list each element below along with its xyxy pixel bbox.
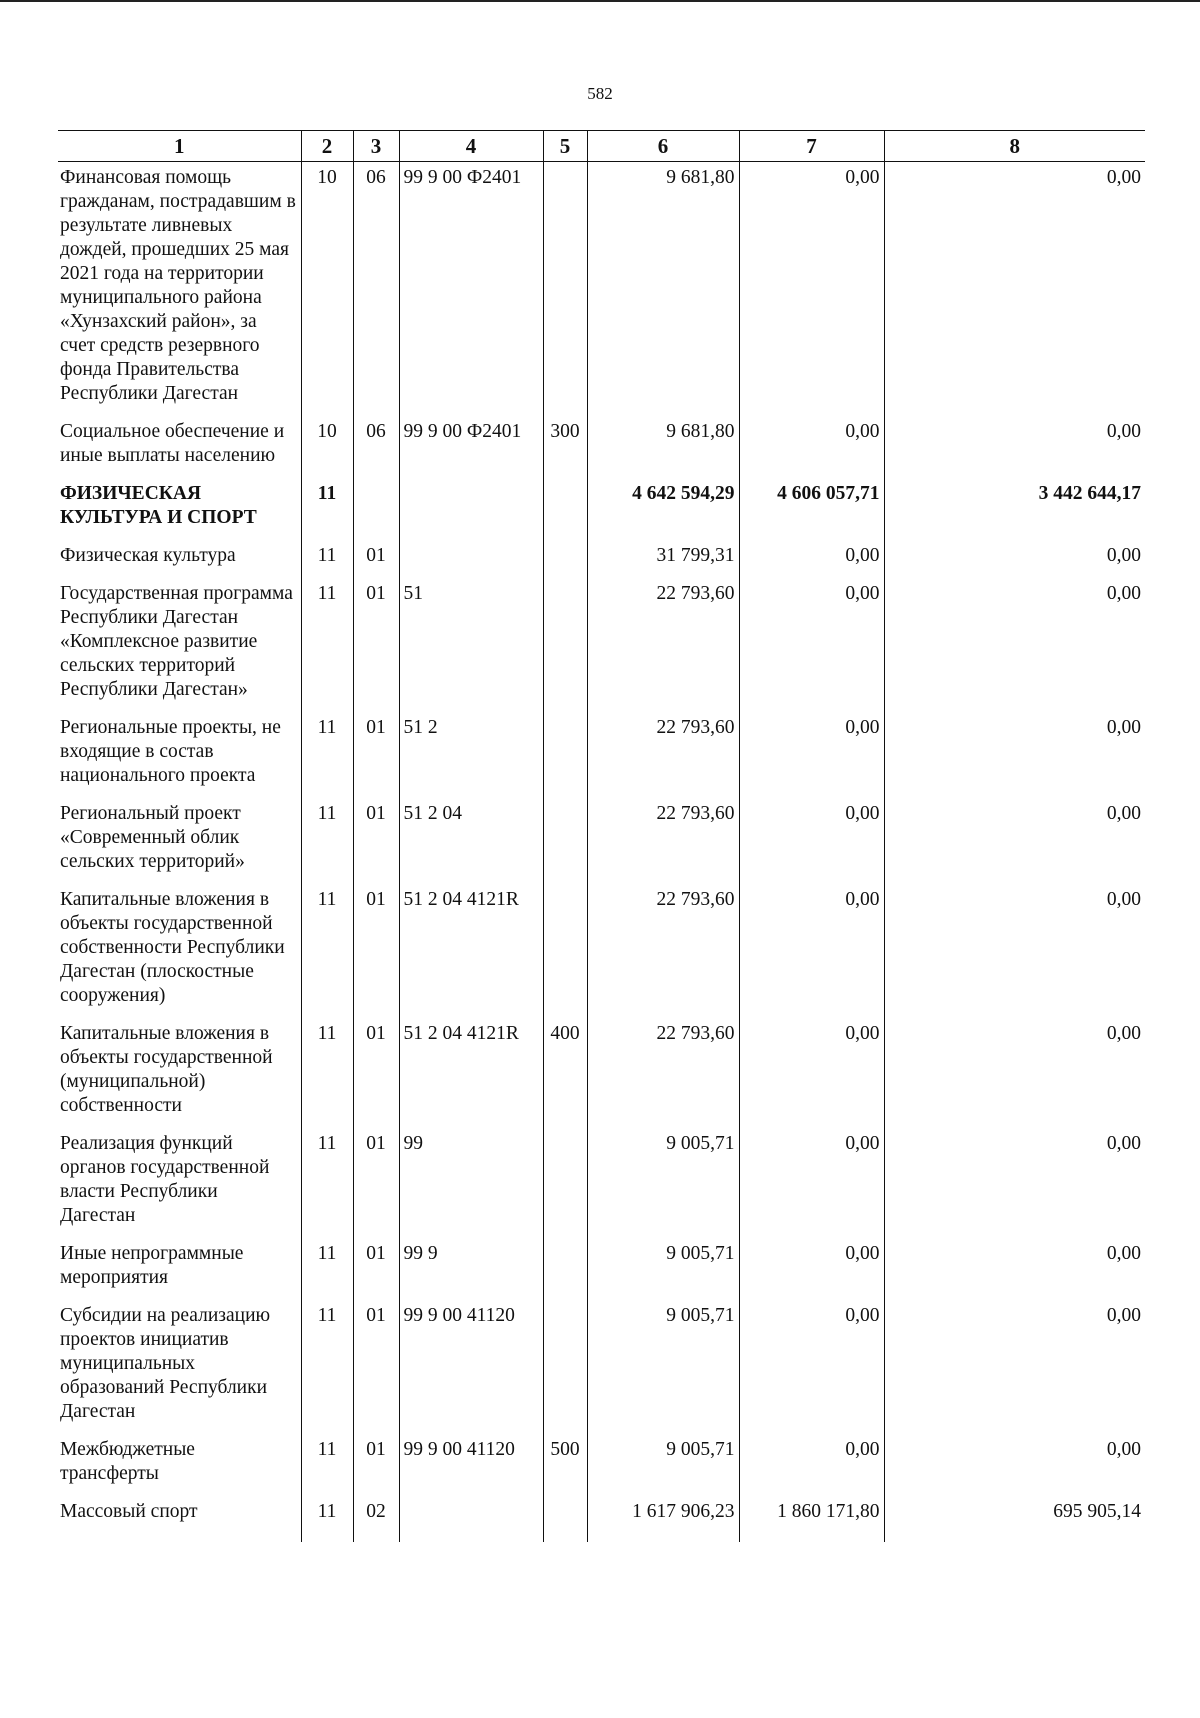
target-article-cell: 99 — [399, 1128, 543, 1238]
table-row — [58, 712, 1145, 798]
target-article-cell — [399, 1496, 543, 1542]
section-code-cell: 11 — [301, 1300, 353, 1434]
column-header: 2 — [301, 131, 353, 162]
section-code-cell: 11 — [301, 478, 353, 540]
subsection-code-cell: 01 — [353, 540, 399, 578]
row-name-cell: Региональные проекты, не входящие в состав национального проекта — [60, 717, 281, 786]
row-name-cell: Государственная программа Республики Дагестан «Комплексное развитие сельских территорий Республики Дагестан» — [60, 583, 293, 700]
target-article-cell: 99 9 00 41120 — [399, 1434, 543, 1496]
header-row — [58, 131, 1145, 162]
row-name-cell: Капитальные вложения в объекты государственной собственности Республики Дагестан (плоскостные сооружения) — [60, 889, 285, 1006]
amount-col6-cell: 9 005,71 — [587, 1300, 739, 1434]
amount-col7-cell: 0,00 — [739, 884, 884, 1018]
amount-col7-cell: 0,00 — [739, 1434, 884, 1496]
expense-type-cell — [543, 578, 587, 712]
subsection-code-cell: 01 — [353, 1300, 399, 1434]
amount-col7-cell: 0,00 — [739, 712, 884, 798]
row-name-cell: Физическая культура — [60, 545, 236, 566]
section-code-cell: 11 — [301, 1128, 353, 1238]
amount-col7-cell: 0,00 — [739, 1128, 884, 1238]
budget-table — [58, 130, 1145, 1542]
amount-col8-cell: 0,00 — [884, 798, 1145, 884]
row-name-cell: Межбюджетные трансферты — [60, 1439, 195, 1484]
subsection-code-cell: 01 — [353, 1238, 399, 1300]
subsection-code-cell: 06 — [353, 162, 399, 417]
amount-col8-cell: 0,00 — [884, 712, 1145, 798]
row-name-cell: Финансовая помощь гражданам, пострадавшим в результате ливневых дождей, прошедших 25 мая 2021 года на территории муниципального района «Хунзахский район», за счет средств резервного фонда Правительства Республики Дагестан — [60, 167, 296, 404]
table-row — [58, 478, 1145, 540]
section-code-cell: 11 — [301, 1496, 353, 1542]
amount-col8-cell: 0,00 — [884, 1238, 1145, 1300]
amount-col8-cell: 0,00 — [884, 540, 1145, 578]
table-row — [58, 1434, 1145, 1496]
row-name-cell: Капитальные вложения в объекты государственной (муниципальной) собственности — [60, 1023, 273, 1116]
subsection-code-cell: 06 — [353, 416, 399, 478]
amount-col7-cell: 0,00 — [739, 416, 884, 478]
expense-type-cell — [543, 1238, 587, 1300]
column-header: 1 — [58, 131, 301, 162]
amount-col8-cell: 0,00 — [884, 578, 1145, 712]
expense-type-cell — [543, 1128, 587, 1238]
expense-type-cell: 500 — [543, 1434, 587, 1496]
target-article-cell: 99 9 00 41120 — [399, 1300, 543, 1434]
expense-type-cell — [543, 1300, 587, 1434]
table-row — [58, 1018, 1145, 1128]
target-article-cell: 51 2 04 4121R — [399, 1018, 543, 1128]
expense-type-cell — [543, 712, 587, 798]
section-code-cell: 11 — [301, 578, 353, 712]
subsection-code-cell: 01 — [353, 798, 399, 884]
section-code-cell: 11 — [301, 1434, 353, 1496]
subsection-code-cell — [353, 478, 399, 540]
target-article-cell: 51 2 — [399, 712, 543, 798]
section-code-cell: 11 — [301, 1018, 353, 1128]
subsection-code-cell: 01 — [353, 884, 399, 1018]
column-header: 6 — [587, 131, 739, 162]
expense-type-cell — [543, 1496, 587, 1542]
subsection-code-cell: 01 — [353, 1018, 399, 1128]
section-code-cell: 11 — [301, 884, 353, 1018]
page-number: 582 — [587, 84, 613, 103]
table-row — [58, 578, 1145, 712]
amount-col7-cell: 1 860 171,80 — [739, 1496, 884, 1542]
amount-col8-cell: 0,00 — [884, 884, 1145, 1018]
expense-type-cell — [543, 540, 587, 578]
section-code-cell: 11 — [301, 540, 353, 578]
amount-col7-cell: 0,00 — [739, 798, 884, 884]
amount-col7-cell: 0,00 — [739, 1018, 884, 1128]
amount-col6-cell: 22 793,60 — [587, 1018, 739, 1128]
table-row — [58, 162, 1145, 417]
section-code-cell: 10 — [301, 162, 353, 417]
table-row — [58, 1128, 1145, 1238]
target-article-cell: 99 9 00 Ф2401 — [399, 416, 543, 478]
target-article-cell: 99 9 — [399, 1238, 543, 1300]
column-header: 7 — [739, 131, 884, 162]
subsection-code-cell: 01 — [353, 712, 399, 798]
amount-col8-cell: 0,00 — [884, 162, 1145, 417]
row-name-cell: Реализация функций органов государственной власти Республики Дагестан — [60, 1133, 270, 1226]
amount-col6-cell: 22 793,60 — [587, 712, 739, 798]
amount-col6-cell: 9 005,71 — [587, 1434, 739, 1496]
subsection-code-cell: 01 — [353, 578, 399, 712]
column-header: 8 — [884, 131, 1145, 162]
column-header: 4 — [399, 131, 543, 162]
amount-col6-cell: 22 793,60 — [587, 884, 739, 1018]
amount-col8-cell: 0,00 — [884, 416, 1145, 478]
table-row — [58, 884, 1145, 1018]
amount-col6-cell: 31 799,31 — [587, 540, 739, 578]
row-name-cell: ФИЗИЧЕСКАЯ КУЛЬТУРА И СПОРТ — [60, 483, 257, 528]
top-rule — [0, 0, 1200, 2]
amount-col6-cell: 9 005,71 — [587, 1128, 739, 1238]
column-header: 5 — [543, 131, 587, 162]
expense-type-cell — [543, 884, 587, 1018]
expense-type-cell: 400 — [543, 1018, 587, 1128]
target-article-cell: 51 2 04 4121R — [399, 884, 543, 1018]
amount-col8-cell: 0,00 — [884, 1018, 1145, 1128]
table-row — [58, 1300, 1145, 1434]
target-article-cell: 51 — [399, 578, 543, 712]
table-row — [58, 798, 1145, 884]
target-article-cell: 99 9 00 Ф2401 — [399, 162, 543, 417]
expense-type-cell — [543, 478, 587, 540]
amount-col6-cell: 4 642 594,29 — [587, 478, 739, 540]
table-row — [58, 1238, 1145, 1300]
amount-col8-cell: 0,00 — [884, 1300, 1145, 1434]
amount-col6-cell: 9 681,80 — [587, 162, 739, 417]
amount-col8-cell: 0,00 — [884, 1128, 1145, 1238]
amount-col7-cell: 0,00 — [739, 1300, 884, 1434]
amount-col7-cell: 0,00 — [739, 578, 884, 712]
row-name-cell: Массовый спорт — [60, 1501, 198, 1522]
amount-col8-cell: 695 905,14 — [884, 1496, 1145, 1542]
amount-col7-cell: 0,00 — [739, 162, 884, 417]
amount-col6-cell: 22 793,60 — [587, 578, 739, 712]
row-name-cell: Субсидии на реализацию проектов инициатив муниципальных образований Республики Дагестан — [60, 1305, 271, 1422]
amount-col6-cell: 22 793,60 — [587, 798, 739, 884]
section-code-cell: 11 — [301, 1238, 353, 1300]
row-name-cell: Социальное обеспечение и иные выплаты населению — [60, 421, 285, 466]
section-code-cell: 11 — [301, 712, 353, 798]
expense-type-cell: 300 — [543, 416, 587, 478]
amount-col6-cell: 9 681,80 — [587, 416, 739, 478]
subsection-code-cell: 02 — [353, 1496, 399, 1542]
section-code-cell: 10 — [301, 416, 353, 478]
amount-col7-cell: 0,00 — [739, 540, 884, 578]
target-article-cell — [399, 478, 543, 540]
table-row — [58, 416, 1145, 478]
amount-col6-cell: 1 617 906,23 — [587, 1496, 739, 1542]
subsection-code-cell: 01 — [353, 1434, 399, 1496]
amount-col6-cell: 9 005,71 — [587, 1238, 739, 1300]
table-row — [58, 1496, 1145, 1542]
column-header: 3 — [353, 131, 399, 162]
row-name-cell: Региональный проект «Современный облик сельских территорий» — [60, 803, 245, 872]
expense-type-cell — [543, 162, 587, 417]
amount-col7-cell: 4 606 057,71 — [739, 478, 884, 540]
subsection-code-cell: 01 — [353, 1128, 399, 1238]
section-code-cell: 11 — [301, 798, 353, 884]
table-body — [58, 162, 1145, 1543]
table-row — [58, 540, 1145, 578]
expense-type-cell — [543, 798, 587, 884]
amount-col8-cell: 3 442 644,17 — [884, 478, 1145, 540]
amount-col7-cell: 0,00 — [739, 1238, 884, 1300]
target-article-cell: 51 2 04 — [399, 798, 543, 884]
target-article-cell — [399, 540, 543, 578]
row-name-cell: Иные непрограммные мероприятия — [60, 1243, 244, 1288]
amount-col8-cell: 0,00 — [884, 1434, 1145, 1496]
